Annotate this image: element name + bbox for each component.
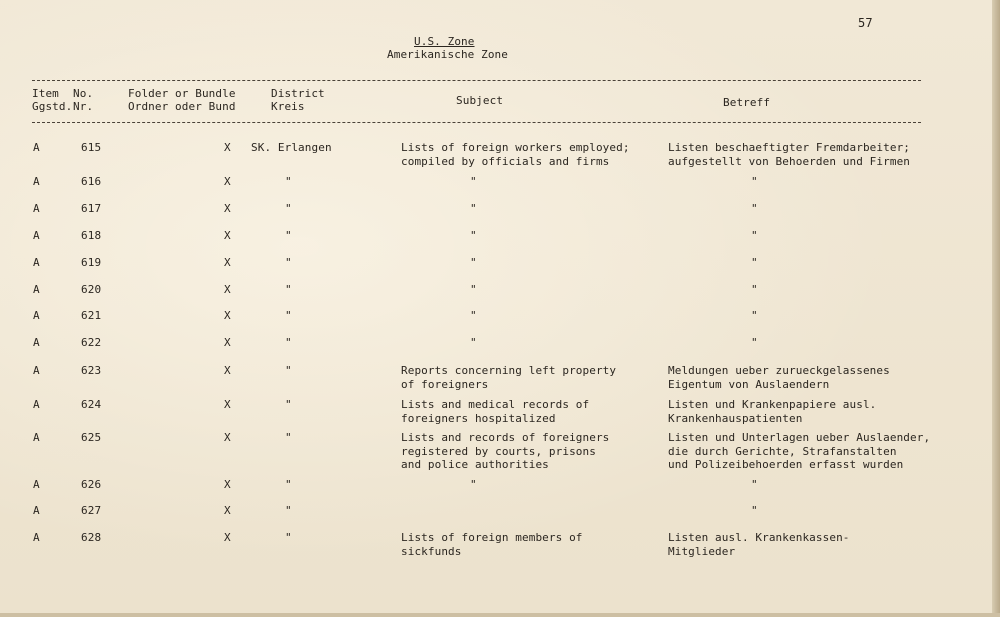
cell-folder: X <box>224 229 231 242</box>
cell-betreff: " <box>751 283 758 296</box>
cell-subject: " <box>470 336 477 349</box>
cell-folder: X <box>224 431 231 444</box>
cell-subject: Reports concerning left property of foreigners <box>401 364 617 391</box>
header-top-rule <box>32 80 921 81</box>
header-item-de: Ggstd. <box>32 100 73 113</box>
cell-folder: X <box>224 398 231 411</box>
cell-item: A <box>33 229 40 242</box>
cell-no: 617 <box>81 202 102 215</box>
cell-subject: " <box>470 229 477 242</box>
cell-no: 622 <box>81 336 102 349</box>
cell-district: " <box>285 283 292 296</box>
cell-betreff: " <box>751 336 758 349</box>
cell-betreff: " <box>751 309 758 322</box>
cell-item: A <box>33 531 40 544</box>
header-no-de: Nr. <box>73 100 94 113</box>
cell-district: " <box>285 478 292 491</box>
cell-betreff: " <box>751 229 758 242</box>
cell-folder: X <box>224 256 231 269</box>
cell-item: A <box>33 431 40 444</box>
cell-no: 626 <box>81 478 102 491</box>
cell-subject: " <box>470 175 477 188</box>
cell-betreff: Listen ausl. Krankenkassen- Mitglieder <box>668 531 850 558</box>
header-folder-de: Ordner oder Bund <box>128 100 236 113</box>
cell-no: 618 <box>81 229 102 242</box>
cell-betreff: " <box>751 256 758 269</box>
cell-item: A <box>33 309 40 322</box>
cell-district: " <box>285 309 292 322</box>
cell-subject: " <box>470 256 477 269</box>
cell-subject: Lists and medical records of foreigners hospitalized <box>401 398 590 425</box>
cell-item: A <box>33 202 40 215</box>
cell-no: 620 <box>81 283 102 296</box>
cell-folder: X <box>224 364 231 377</box>
cell-district: " <box>285 431 292 444</box>
cell-district: " <box>285 531 292 544</box>
cell-district: " <box>285 256 292 269</box>
cell-betreff: Meldungen ueber zurueckgelassenes Eigentum von Auslaendern <box>668 364 890 391</box>
cell-item: A <box>33 175 40 188</box>
cell-no: 624 <box>81 398 102 411</box>
cell-district: SK. Erlangen <box>251 141 332 154</box>
cell-folder: X <box>224 309 231 322</box>
cell-subject: Lists of foreign members of sickfunds <box>401 531 583 558</box>
page-edge-shadow <box>992 0 1000 617</box>
cell-betreff: Listen und Krankenpapiere ausl. Krankenhauspatienten <box>668 398 877 425</box>
cell-subject: Lists and records of foreigners registered by courts, prisons and police authorities <box>401 431 610 471</box>
cell-subject: Lists of foreign workers employed; compiled by officials and firms <box>401 141 630 168</box>
zone-title: U.S. Zone <box>414 35 475 48</box>
cell-no: 619 <box>81 256 102 269</box>
cell-folder: X <box>224 141 231 154</box>
header-no: No. <box>73 87 94 100</box>
header-item: Item <box>32 87 59 100</box>
cell-betreff: " <box>751 478 758 491</box>
cell-folder: X <box>224 531 231 544</box>
cell-district: " <box>285 504 292 517</box>
cell-item: A <box>33 336 40 349</box>
cell-folder: X <box>224 336 231 349</box>
cell-betreff: Listen und Unterlagen ueber Auslaender, die durch Gerichte, Strafanstalten und Polizeibehoerden erfasst wurden <box>668 431 931 471</box>
cell-no: 625 <box>81 431 102 444</box>
zone-subtitle: Amerikanische Zone <box>387 48 509 61</box>
header-district-de: Kreis <box>271 100 305 113</box>
cell-no: 627 <box>81 504 102 517</box>
cell-district: " <box>285 336 292 349</box>
cell-item: A <box>33 283 40 296</box>
cell-folder: X <box>224 202 231 215</box>
cell-no: 615 <box>81 141 102 154</box>
cell-betreff: " <box>751 175 758 188</box>
cell-subject: " <box>470 478 477 491</box>
header-bottom-rule <box>32 122 921 123</box>
cell-subject: " <box>470 202 477 215</box>
cell-subject: " <box>470 309 477 322</box>
cell-item: A <box>33 364 40 377</box>
cell-betreff: " <box>751 504 758 517</box>
header-district: District <box>271 87 325 100</box>
cell-betreff: Listen beschaeftigter Fremdarbeiter; aufgestellt von Behoerden und Firmen <box>668 141 911 168</box>
header-folder: Folder or Bundle <box>128 87 236 100</box>
page-bottom-edge <box>0 613 1000 617</box>
cell-item: A <box>33 398 40 411</box>
cell-item: A <box>33 141 40 154</box>
cell-folder: X <box>224 478 231 491</box>
header-subject: Subject <box>456 94 504 107</box>
cell-no: 621 <box>81 309 102 322</box>
header-betreff: Betreff <box>723 96 771 109</box>
cell-betreff: " <box>751 202 758 215</box>
cell-folder: X <box>224 504 231 517</box>
cell-district: " <box>285 175 292 188</box>
cell-district: " <box>285 364 292 377</box>
cell-no: 616 <box>81 175 102 188</box>
cell-item: A <box>33 478 40 491</box>
cell-item: A <box>33 256 40 269</box>
cell-folder: X <box>224 175 231 188</box>
cell-district: " <box>285 229 292 242</box>
cell-no: 623 <box>81 364 102 377</box>
cell-no: 628 <box>81 531 102 544</box>
cell-district: " <box>285 398 292 411</box>
cell-district: " <box>285 202 292 215</box>
cell-folder: X <box>224 283 231 296</box>
cell-subject: " <box>470 283 477 296</box>
page-number: 57 <box>858 16 873 30</box>
cell-item: A <box>33 504 40 517</box>
